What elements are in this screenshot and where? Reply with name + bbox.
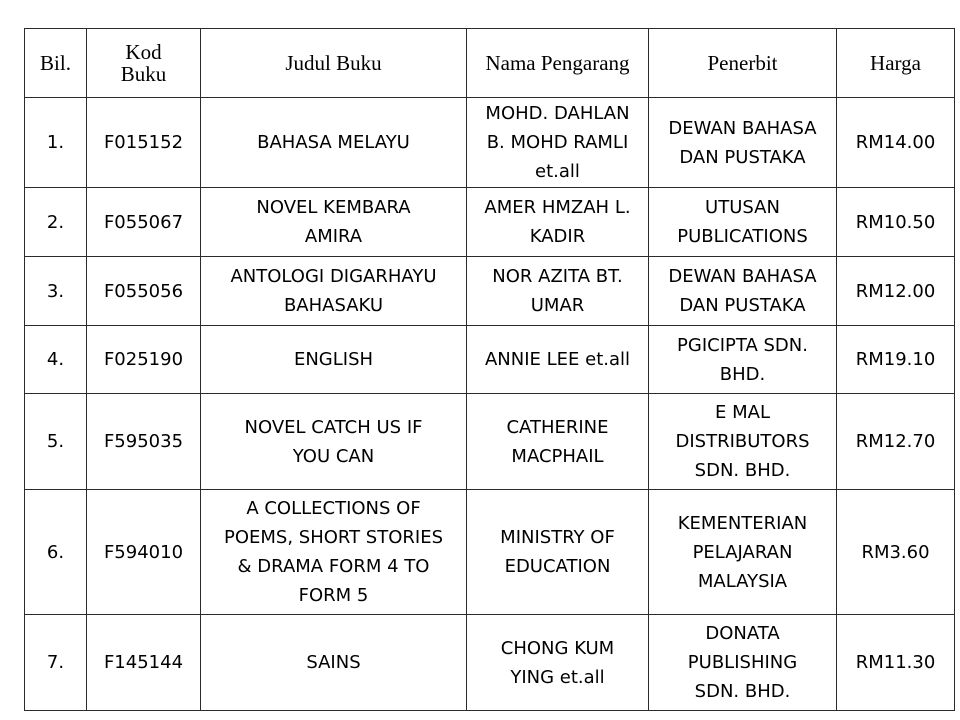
cell-kod-buku: F594010 [87,490,201,615]
cell-harga: RM10.50 [837,188,955,257]
cell-penerbit: PGICIPTA SDN. BHD. [649,326,837,394]
cell-nama-pengarang: ANNIE LEE et.all [467,326,649,394]
cell-bil: 2. [25,188,87,257]
table-row [25,188,955,257]
cell-kod-buku: F025190 [87,326,201,394]
cell-bil: 6. [25,490,87,615]
table-row [25,257,955,326]
table-row [25,326,955,394]
cell-kod-buku: F015152 [87,98,201,188]
cell-judul-buku: SAINS [201,615,467,711]
cell-harga: RM14.00 [837,98,955,188]
cell-bil: 3. [25,257,87,326]
cell-penerbit: E MAL DISTRIBUTORS SDN. BHD. [649,394,837,490]
cell-kod-buku: F055056 [87,257,201,326]
cell-kod-buku: F055067 [87,188,201,257]
cell-penerbit: KEMENTERIAN PELAJARAN MALAYSIA [649,490,837,615]
cell-nama-pengarang: AMER HMZAH L. KADIR [467,188,649,257]
cell-kod-buku: F595035 [87,394,201,490]
table-row [25,394,955,490]
cell-bil: 1. [25,98,87,188]
cell-nama-pengarang: MINISTRY OF EDUCATION [467,490,649,615]
cell-bil: 7. [25,615,87,711]
cell-judul-buku: BAHASA MELAYU [201,98,467,188]
cell-penerbit: UTUSAN PUBLICATIONS [649,188,837,257]
header-judul-buku: Judul Buku [201,29,467,98]
header-kod-buku: Kod Buku [87,29,201,98]
cell-penerbit: DONATA PUBLISHING SDN. BHD. [649,615,837,711]
cell-judul-buku: NOVEL CATCH US IF YOU CAN [201,394,467,490]
cell-penerbit: DEWAN BAHASA DAN PUSTAKA [649,257,837,326]
header-nama-pengarang: Nama Pengarang [467,29,649,98]
cell-harga: RM12.00 [837,257,955,326]
cell-harga: RM11.30 [837,615,955,711]
header-bil: Bil. [25,29,87,98]
cell-harga: RM19.10 [837,326,955,394]
book-list-table [24,28,955,711]
table-row [25,615,955,711]
cell-bil: 4. [25,326,87,394]
cell-judul-buku: ANTOLOGI DIGARHAYU BAHASAKU [201,257,467,326]
cell-nama-pengarang: CHONG KUM YING et.all [467,615,649,711]
cell-nama-pengarang: CATHERINE MACPHAIL [467,394,649,490]
table-row [25,490,955,615]
table-header-row [25,29,955,98]
cell-judul-buku: ENGLISH [201,326,467,394]
cell-harga: RM3.60 [837,490,955,615]
cell-kod-buku: F145144 [87,615,201,711]
cell-penerbit: DEWAN BAHASA DAN PUSTAKA [649,98,837,188]
table-row [25,98,955,188]
cell-harga: RM12.70 [837,394,955,490]
header-harga: Harga [837,29,955,98]
cell-bil: 5. [25,394,87,490]
cell-nama-pengarang: MOHD. DAHLAN B. MOHD RAMLI et.all [467,98,649,188]
cell-judul-buku: NOVEL KEMBARA AMIRA [201,188,467,257]
cell-judul-buku: A COLLECTIONS OF POEMS, SHORT STORIES & DRAMA FORM 4 TO FORM 5 [201,490,467,615]
cell-nama-pengarang: NOR AZITA BT. UMAR [467,257,649,326]
header-penerbit: Penerbit [649,29,837,98]
